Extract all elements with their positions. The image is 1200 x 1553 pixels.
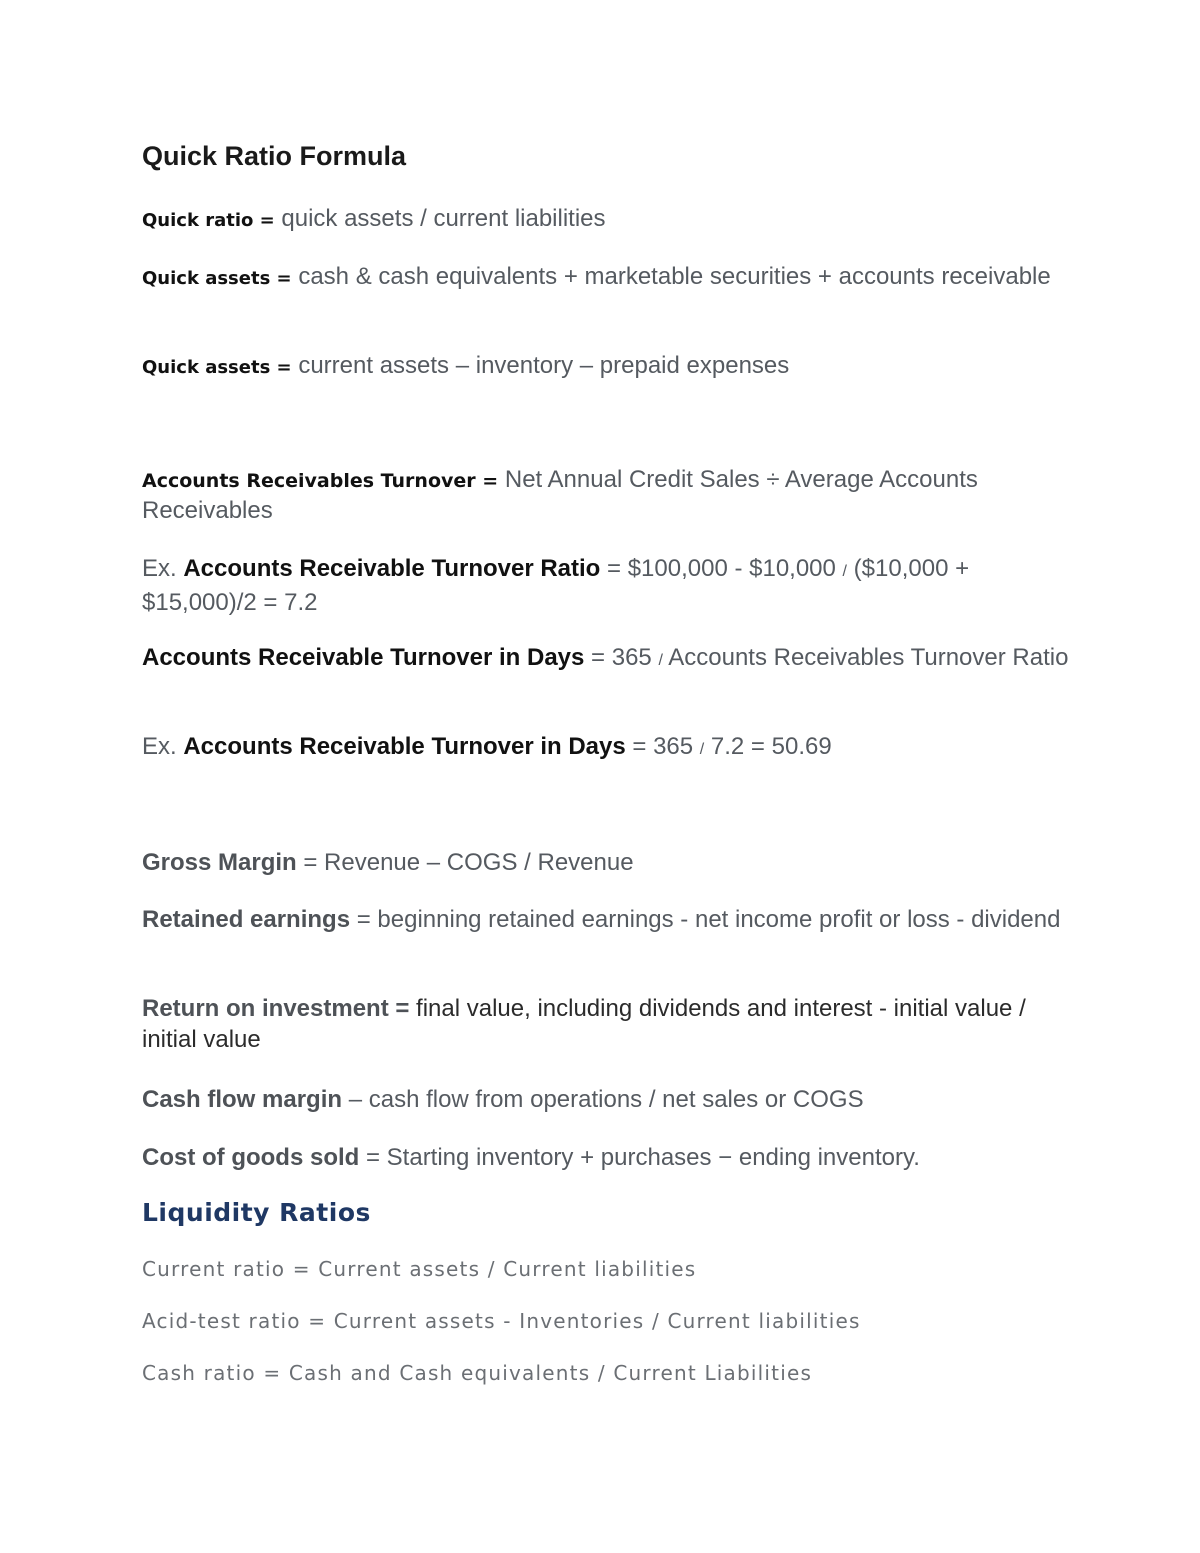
retained-earnings-formula <box>142 904 1072 935</box>
formula-label: Quick assets = <box>142 268 292 289</box>
roi-formula <box>142 993 1072 1055</box>
example-prefix: Ex. <box>142 555 184 582</box>
formula-text-part1: = $100,000 - $10,000 <box>600 555 843 582</box>
formula-text: current assets – inventory – prepaid expenses <box>291 352 790 379</box>
formula-text: = Revenue – COGS / Revenue <box>296 849 634 876</box>
formula-text: quick assets / current liabilities <box>274 205 606 232</box>
quick-ratio-formula <box>142 203 606 236</box>
ar-turnover-formula <box>142 465 1072 526</box>
formula-text-part2: 7.2 = 50.69 <box>704 733 832 760</box>
ar-turnover-days-example <box>142 731 832 765</box>
ar-turnover-ratio-example <box>142 553 1072 618</box>
formula-text: = beginning retained earnings - net income profit or loss - dividend <box>350 906 1061 933</box>
formula-text-part1: = 365 <box>625 733 700 760</box>
page-title: Quick Ratio Formula <box>142 141 407 171</box>
formula-text: cash & cash equivalents + marketable securities + accounts receivable <box>291 263 1051 290</box>
formula-text-part2: ($10,000 + $15,000)/2 = 7.2 <box>142 555 970 616</box>
cogs-formula <box>142 1142 920 1173</box>
formula-label: Retained earnings <box>142 906 351 933</box>
formula-text: – cash flow from operations / net sales or COGS <box>342 1086 864 1113</box>
gross-margin-formula <box>142 847 634 878</box>
formula-label: Cash flow margin <box>142 1086 343 1113</box>
formula-text: final value, including dividends and interest - initial value / initial value <box>142 995 1026 1053</box>
formula-label: Accounts Receivable Turnover Ratio <box>183 555 601 582</box>
cash-flow-margin-formula <box>142 1084 864 1115</box>
division-slash: / <box>699 741 705 758</box>
formula-label: Accounts Receivable Turnover in Days <box>142 644 585 671</box>
formula-label: Cost of goods sold <box>142 1144 360 1171</box>
quick-assets-formula-2 <box>142 350 789 383</box>
acid-test-ratio-formula: Acid-test ratio = Current assets - Inventories / Current liabilities <box>142 1309 861 1333</box>
formula-text: = Starting inventory + purchases − ending inventory. <box>359 1144 920 1171</box>
formula-text: Net Annual Credit Sales ÷ Average Accounts Receivables <box>142 466 978 524</box>
division-slash: / <box>842 563 847 580</box>
formula-label: Quick assets = <box>142 357 292 378</box>
division-slash: / <box>658 652 663 669</box>
current-ratio-formula: Current ratio = Current assets / Current liabilities <box>142 1257 697 1281</box>
formula-text-part1: = 365 <box>584 644 659 671</box>
example-prefix: Ex. <box>142 733 184 760</box>
formula-label: Gross Margin <box>142 849 297 876</box>
formula-label: Accounts Receivables Turnover = <box>142 470 499 492</box>
formula-label: Accounts Receivable Turnover in Days <box>183 733 626 760</box>
cash-ratio-formula: Cash ratio = Cash and Cash equivalents / Current Liabilities <box>142 1361 813 1385</box>
quick-assets-formula-1 <box>142 261 1072 294</box>
formula-label: Return on investment = <box>142 995 410 1022</box>
liquidity-ratios-heading: Liquidity Ratios <box>142 1198 371 1227</box>
formula-label: Quick ratio = <box>142 210 275 231</box>
formula-text-part2: Accounts Receivables Turnover Ratio <box>662 644 1069 671</box>
ar-turnover-days-formula <box>142 642 1072 676</box>
